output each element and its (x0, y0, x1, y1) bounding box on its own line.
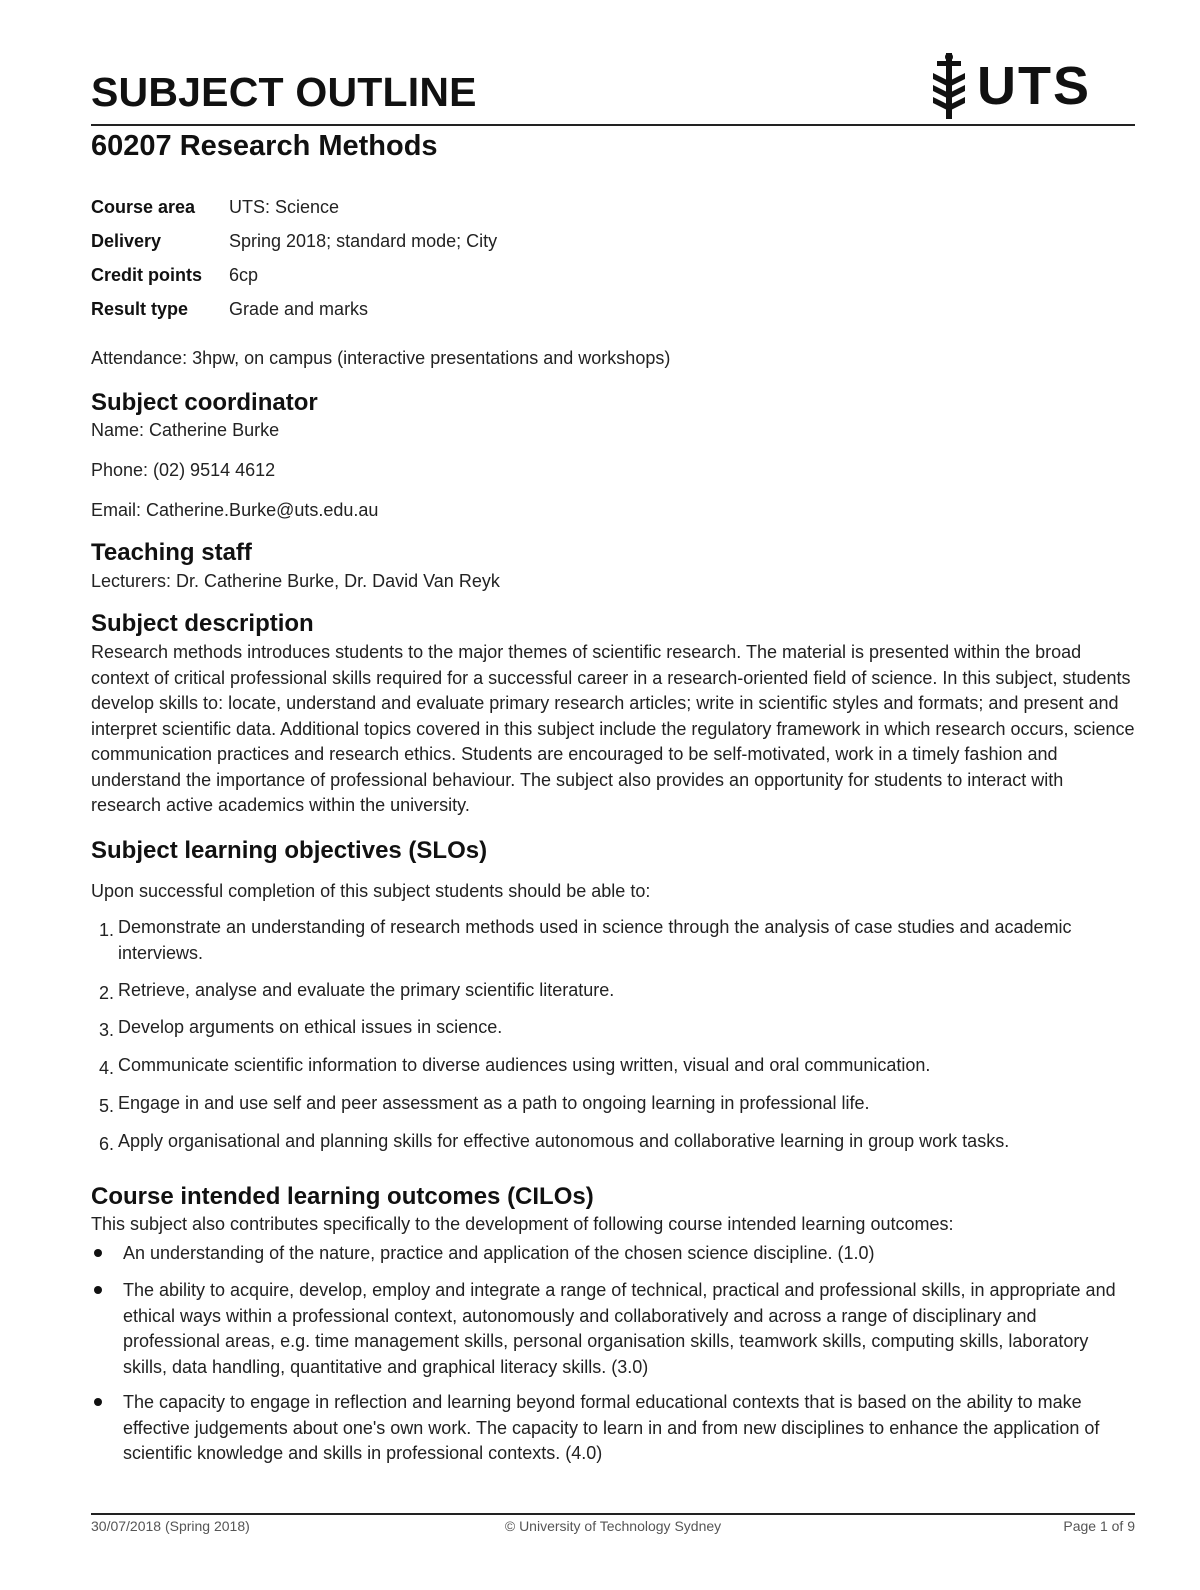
slo-number: 2. (99, 983, 115, 1003)
meta-value: Grade and marks (229, 299, 369, 319)
meta-row (91, 193, 497, 227)
meta-key: Course area (91, 197, 196, 217)
cilo-heading: Course intended learning outcomes (CILOs) (91, 1183, 594, 1210)
list-item (91, 1390, 1135, 1467)
slo-number: 3. (99, 1020, 115, 1040)
list-item (91, 978, 1135, 1004)
bullet-icon (94, 1398, 102, 1406)
meta-key: Delivery (91, 231, 162, 251)
slo-text: Engage in and use self and peer assessment as a path to ongoing learning in professional life. (118, 1093, 870, 1113)
meta-key: Credit points (91, 265, 202, 285)
meta-row (91, 261, 497, 295)
coordinator-name: Name: Catherine Burke (91, 420, 280, 440)
list-item (91, 1091, 1135, 1117)
bullet-icon (94, 1249, 102, 1257)
meta-value: UTS: Science (229, 197, 340, 217)
meta-row (91, 227, 497, 261)
list-item (91, 1241, 1135, 1267)
slo-intro: Upon successful completion of this subject students should be able to: (91, 881, 651, 901)
subject-title: 60207 Research Methods (91, 130, 438, 162)
list-item (91, 1278, 1135, 1380)
list-item (91, 1129, 1135, 1155)
description-text: Research methods introduces students to the major themes of scientific research. The material is presented within the broad context of critical professional skills required for a successful career in a research-oriented field of science. In this subject, students develop skills to: locate, understand and evaluate primary research articles; write in scientific styles and formats; and present and interpret scientific data. Additional topics covered in this subject include the regulatory framework in which research occurs, science communication practices and research ethics. Students are encouraged to be self-motivated, work in a timely fashion and understand the importance of professional behaviour. The subject also provides an opportunity for students to interact with research active academics within the university. (91, 642, 1135, 815)
list-item (91, 1015, 1135, 1041)
title-divider (91, 124, 1135, 126)
slo-number: 1. (99, 920, 115, 940)
coordinator-heading: Subject coordinator (91, 389, 318, 416)
coordinator-phone: Phone: (02) 9514 4612 (91, 460, 276, 480)
footer-divider (91, 1513, 1135, 1515)
slo-text: Develop arguments on ethical issues in science. (118, 1017, 503, 1037)
slo-text: Retrieve, analyse and evaluate the primary scientific literature. (118, 980, 615, 1000)
cilo-intro: This subject also contributes specifically to the development of following course intended learning outcomes: (91, 1214, 954, 1234)
slo-number: 6. (99, 1134, 115, 1154)
document-page (91, 0, 1135, 1590)
attendance-text: Attendance: 3hpw, on campus (interactive presentations and workshops) (91, 348, 671, 368)
meta-value: Spring 2018; standard mode; City (229, 231, 498, 251)
meta-key: Result type (91, 299, 189, 319)
coordinator-email[interactable]: Email: Catherine.Burke@uts.edu.au (91, 500, 379, 520)
slo-text: Demonstrate an understanding of research methods used in science through the analysis of case studies and academic interviews. (118, 917, 1072, 963)
meta-value: 6cp (229, 265, 259, 285)
slo-text: Communicate scientific information to diverse audiences using written, visual and oral communication. (118, 1055, 931, 1075)
page-footer (91, 1518, 1135, 1540)
teaching-staff-lecturers: Lecturers: Dr. Catherine Burke, Dr. David Van Reyk (91, 571, 500, 591)
list-item (91, 915, 1135, 966)
slo-number: 4. (99, 1058, 115, 1078)
teaching-staff-heading: Teaching staff (91, 539, 252, 566)
logo-text: UTS (977, 56, 1091, 116)
uts-crest-icon (929, 51, 969, 121)
subject-meta-table (91, 193, 497, 329)
slo-text: Apply organisational and planning skills for effective autonomous and collaborative learning in group work tasks. (118, 1131, 1010, 1151)
slo-number: 5. (99, 1096, 115, 1116)
document-title: SUBJECT OUTLINE (91, 69, 477, 115)
list-item (91, 1053, 1135, 1079)
footer-date: 30/07/2018 (Spring 2018) (91, 1518, 250, 1534)
footer-copyright: © University of Technology Sydney (504, 1518, 722, 1534)
cilo-text: An understanding of the nature, practice and application of the chosen science discipline. (1.0) (123, 1243, 875, 1263)
cilo-text: The ability to acquire, develop, employ and integrate a range of technical, practical and professional skills, in appropriate and ethical ways within a professional context, autonomously and collaboratively and across a range of disciplinary and professional areas, e.g. time management skills, personal organisation skills, teamwork skills, computing skills, laboratory skills, data handling, quantitative and graphical literacy skills. (3.0) (123, 1280, 1116, 1377)
description-heading: Subject description (91, 610, 314, 637)
uts-logo (929, 50, 1091, 122)
meta-row (91, 295, 497, 329)
footer-page-number: Page 1 of 9 (1063, 1518, 1135, 1534)
slo-heading: Subject learning objectives (SLOs) (91, 837, 488, 864)
cilo-text: The capacity to engage in reflection and learning beyond formal educational contexts that is based on the ability to make effective judgements about one's own work. The capacity to learn in and from new disciplines to enhance the application of scientific knowledge and skills in professional contexts. (4.0) (123, 1392, 1100, 1463)
bullet-icon (94, 1286, 102, 1294)
